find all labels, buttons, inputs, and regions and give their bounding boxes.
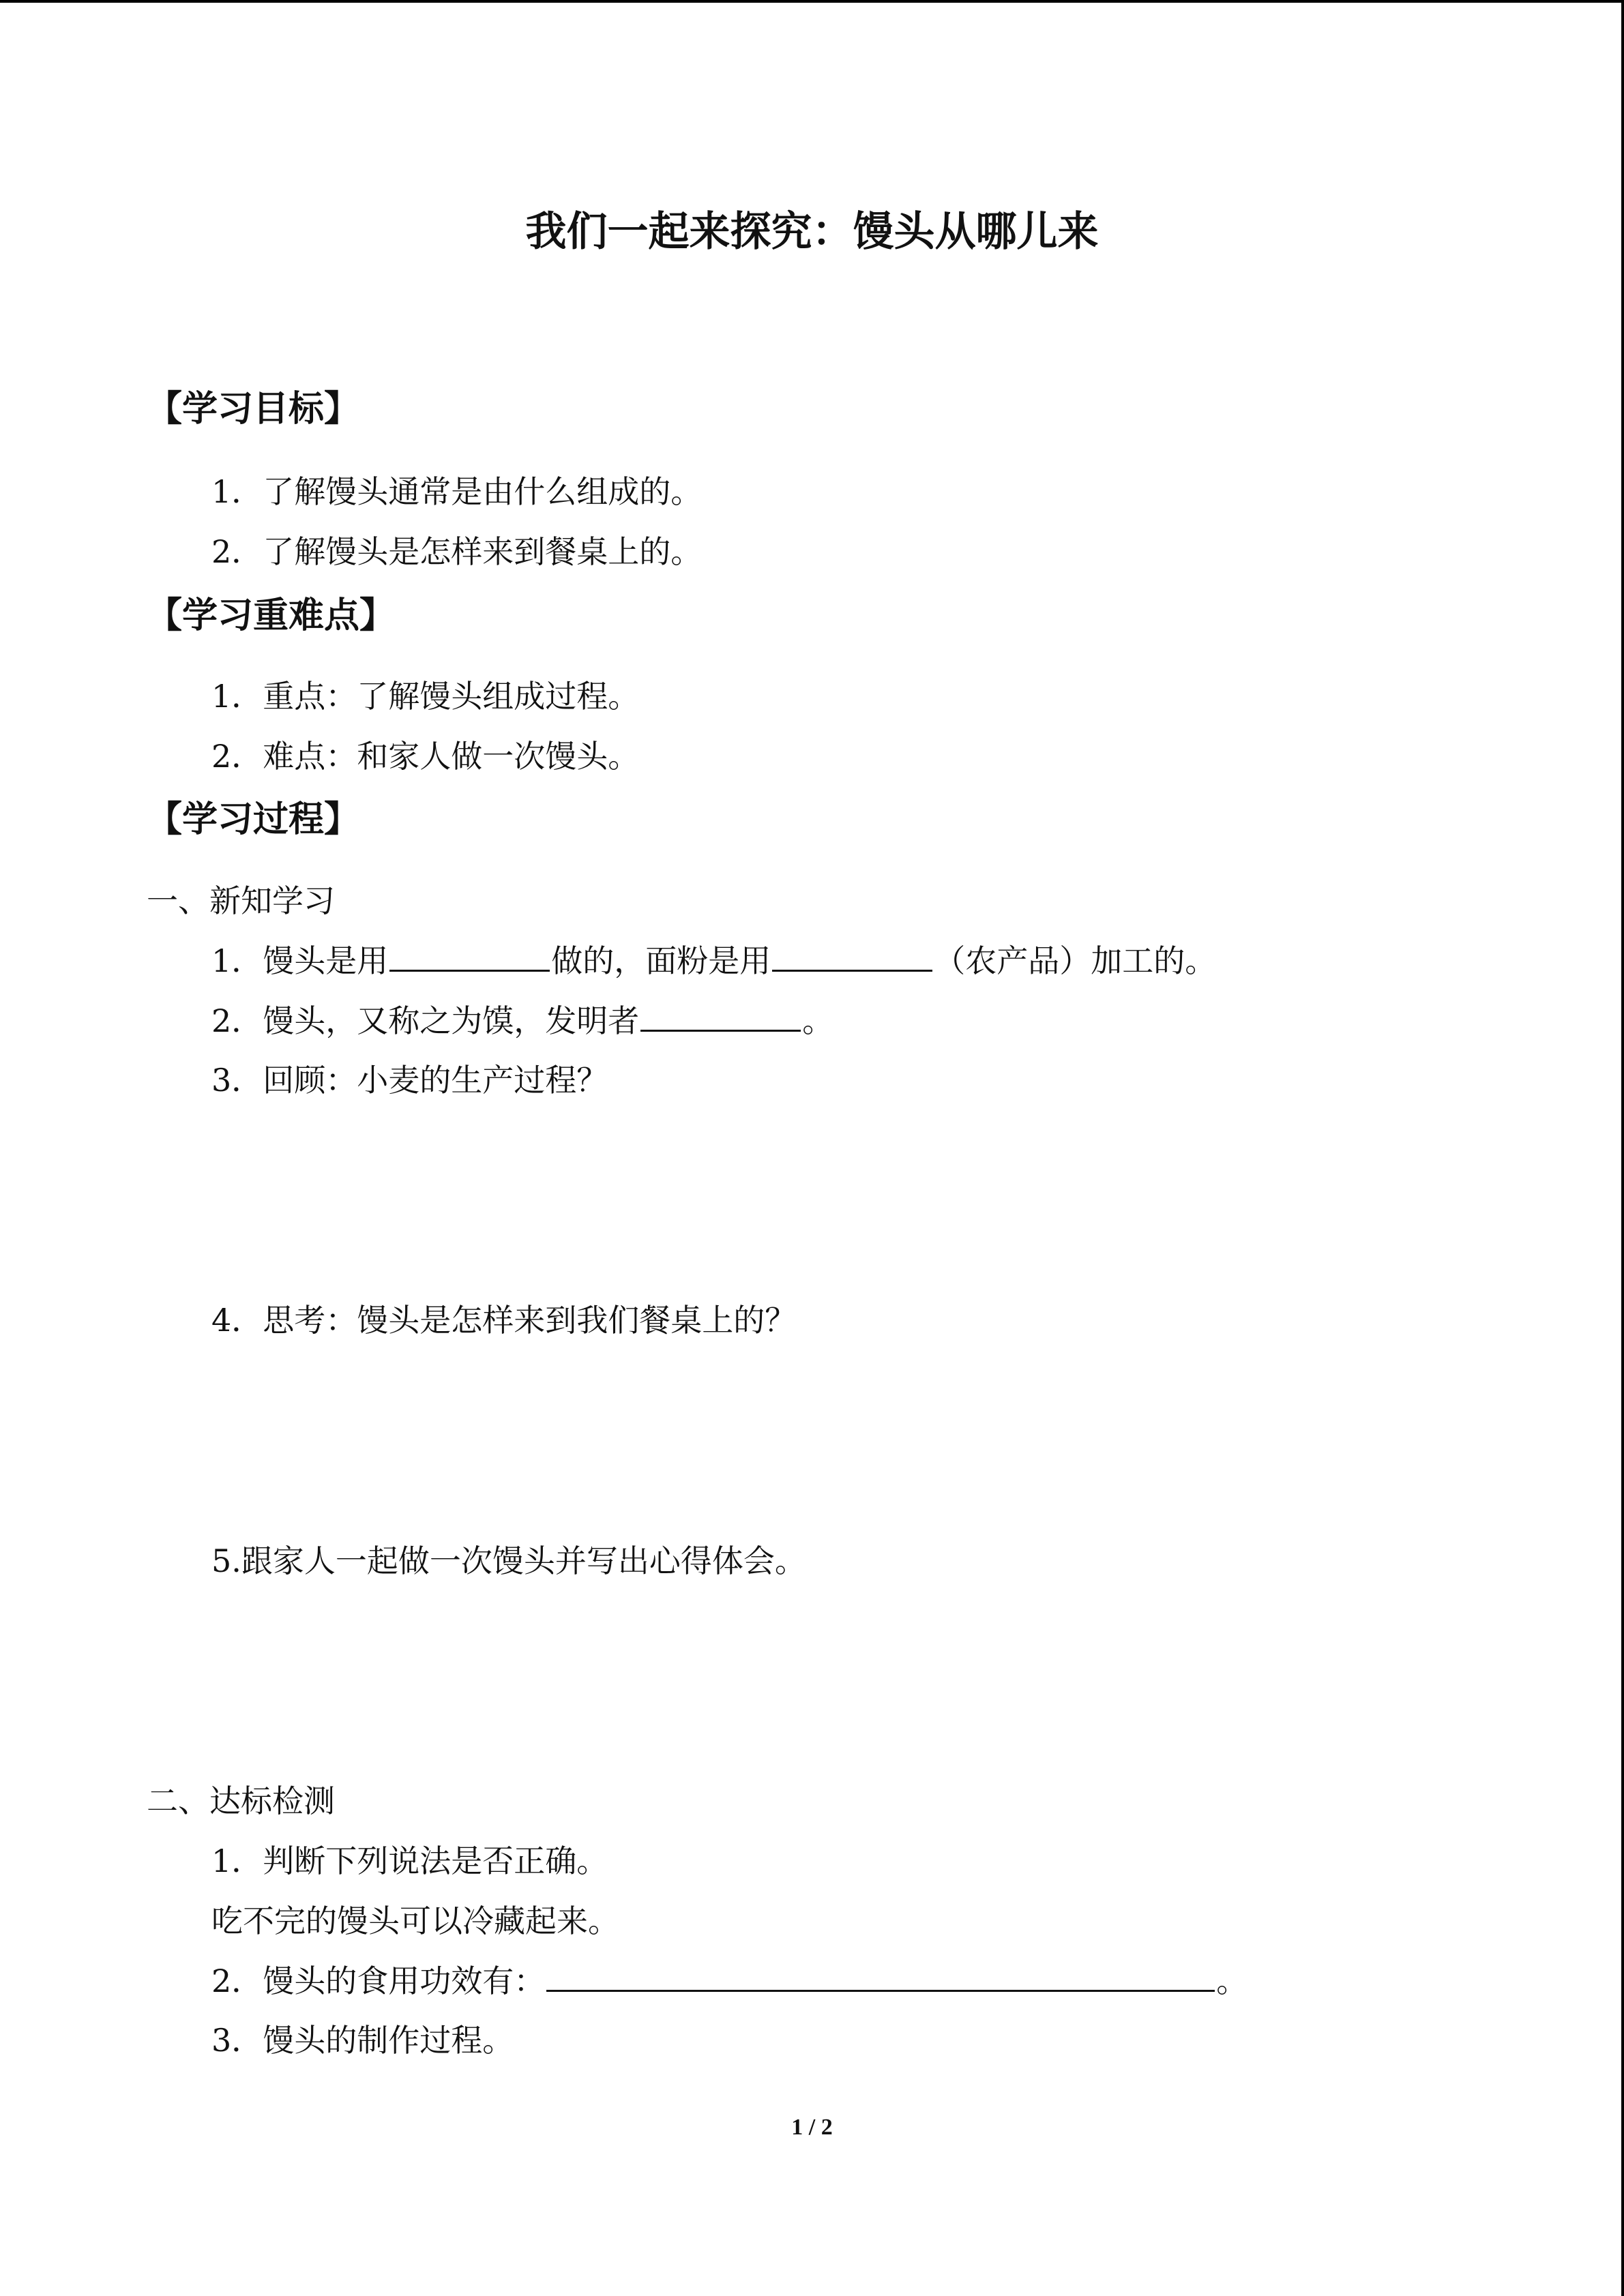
objective-item-2: 2．了解馒头是怎样来到餐桌上的。 <box>211 533 703 570</box>
new-knowledge-question-5: 5.跟家人一起做一次馒头并写出心得体会。 <box>211 1542 806 1579</box>
assessment-question-2 <box>211 1960 1247 2002</box>
page-right-border <box>1621 0 1624 2296</box>
new-knowledge-question-1 <box>211 940 1216 982</box>
question-1-middle: 做的，面粉是用 <box>551 942 771 979</box>
question-2-prefix: 2．馒头，又称之为馍，发明者 <box>211 1002 640 1039</box>
document-title: 我们一起来探究：馒头从哪儿来 <box>525 208 1099 256</box>
page-number: 1 / 2 <box>791 2115 833 2140</box>
answer-blank-4[interactable] <box>546 1960 1215 1992</box>
process-heading: 【学习过程】 <box>147 799 360 840</box>
new-knowledge-section-title: 一、新知学习 <box>147 882 335 919</box>
question-1-suffix: （农产品）加工的。 <box>934 942 1217 979</box>
new-knowledge-question-2 <box>211 1000 833 1042</box>
page-top-border <box>0 0 1624 3</box>
key-points-heading: 【学习重难点】 <box>147 595 396 636</box>
objective-item-1: 1．了解馒头通常是由什么组成的。 <box>211 473 703 510</box>
question-2-suffix: 。 <box>802 1002 834 1039</box>
answer-blank-2[interactable] <box>772 940 932 972</box>
answer-blank-3[interactable] <box>640 1000 801 1032</box>
answer-blank-1[interactable] <box>389 940 550 972</box>
assessment-question-1: 1．判断下列说法是否正确。 <box>211 1843 608 1879</box>
assessment-question-2-suffix: 。 <box>1216 1963 1248 1999</box>
assessment-question-3: 3．馒头的制作过程。 <box>211 2022 514 2059</box>
assessment-statement: 吃不完的馒头可以冷藏起来。 <box>211 1903 619 1939</box>
objectives-heading: 【学习目标】 <box>147 389 360 430</box>
key-point-item-2: 2．难点：和家人做一次馒头。 <box>211 738 640 775</box>
new-knowledge-question-3: 3．回顾：小麦的生产过程？ <box>211 1062 608 1099</box>
assessment-question-2-prefix: 2．馒头的食用功效有： <box>211 1963 546 1999</box>
question-1-prefix: 1．馒头是用 <box>211 942 389 979</box>
new-knowledge-question-4: 4．思考：馒头是怎样来到我们餐桌上的？ <box>211 1302 797 1339</box>
assessment-section-title: 二、达标检测 <box>147 1783 335 1819</box>
key-point-item-1: 1．重点：了解馒头组成过程。 <box>211 678 640 715</box>
